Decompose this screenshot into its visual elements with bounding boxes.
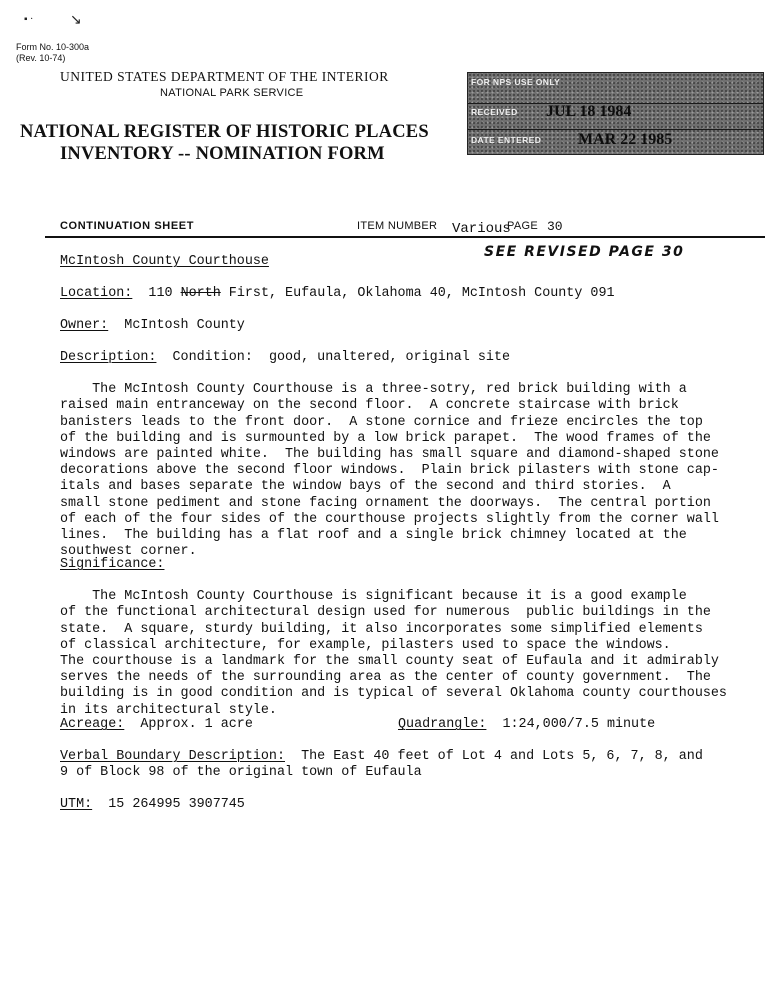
page-number: 30 <box>547 219 563 234</box>
form-title <box>20 121 429 165</box>
significance-line: serves the needs of the surrounding area as the center of county government. The <box>60 670 711 686</box>
acreage-label: Acreage: <box>60 717 125 732</box>
continuation-sheet-label: CONTINUATION SHEET <box>60 220 195 232</box>
description-line: of the building and is surmounted by a low brick parapet. The wood frames of the <box>60 430 711 446</box>
location-line <box>60 286 615 301</box>
utm-label: UTM: <box>60 797 93 812</box>
significance-line: state. A square, sturdy building, it also incorporates some simplified elements <box>60 621 703 637</box>
description-line: decorations above the second floor windows. Plain brick pilasters with stone cap- <box>60 463 719 479</box>
nps-use-stamp <box>467 72 764 155</box>
boundary-line1 <box>60 749 703 764</box>
description-line: small stone pediment and stone facing ornament the doorways. The central portion <box>60 495 711 511</box>
scan-mark-arrow: ↘ <box>70 13 82 28</box>
significance-label: Significance: <box>60 557 165 572</box>
description-line: of each of the four sides of the courthouse projects slightly from the corner wall <box>60 511 719 527</box>
description-line: banisters leads to the front door. A stone cornice and frieze encircles the top <box>60 414 703 430</box>
header-rule <box>45 236 765 238</box>
description-text <box>60 366 740 560</box>
handwritten-revision-note: SEE REVISED PAGE 30 <box>484 244 685 260</box>
significance-line: in its architectural style. <box>60 702 277 718</box>
description-line: raised main entranceway on the second floor. A concrete staircase with brick <box>60 398 679 414</box>
acreage-line <box>60 717 253 732</box>
department-heading: UNITED STATES DEPARTMENT OF THE INTERIOR <box>60 69 389 84</box>
boundary-text-2: 9 of Block 98 of the original town of Eufaula <box>60 765 422 780</box>
form-title-line2: INVENTORY -- NOMINATION FORM <box>60 144 385 164</box>
scan-mark: ▪ · <box>24 14 34 25</box>
significance-text <box>60 573 740 719</box>
form-revision: (Rev. 10-74) <box>16 53 66 63</box>
stamp-received-date: JUL 18 1984 <box>546 103 632 120</box>
description-line: southwest corner. <box>60 544 197 560</box>
boundary-text-1: The East 40 feet of Lot 4 and Lots 5, 6, 7, 8, and <box>301 749 703 764</box>
quadrangle-value: 1:24,000/7.5 minute <box>502 717 656 732</box>
location-address: First, Eufaula, Oklahoma 40, McIntosh County 091 <box>228 286 615 301</box>
form-number <box>16 42 89 64</box>
description-label: Description: <box>60 350 157 365</box>
owner-label: Owner: <box>60 318 109 333</box>
stamp-date-entered-label: DATE ENTERED <box>471 135 542 145</box>
form-title-line1: NATIONAL REGISTER OF HISTORIC PLACES <box>20 122 429 142</box>
location-number: 110 <box>148 286 173 301</box>
item-number-label: ITEM NUMBER <box>357 220 438 232</box>
boundary-label: Verbal Boundary Description: <box>60 749 285 764</box>
location-label: Location: <box>60 286 133 301</box>
significance-line: The McIntosh County Courthouse is significant because it is a good example <box>60 589 687 605</box>
utm-value: 15 264995 3907745 <box>108 797 245 812</box>
item-number-value: Various <box>452 221 511 237</box>
page-label: PAGE <box>507 220 538 232</box>
stamp-for-nps-use-only: FOR NPS USE ONLY <box>471 77 561 87</box>
description-heading <box>60 350 510 365</box>
significance-line: building is in good condition and is typical of several Oklahoma county courthouses <box>60 686 727 702</box>
property-name: McIntosh County Courthouse <box>60 254 269 269</box>
acreage-value: Approx. 1 acre <box>140 717 253 732</box>
quadrangle-label: Quadrangle: <box>398 717 487 732</box>
significance-line: of classical architecture, for example, pilasters used to space the windows. <box>60 637 671 653</box>
description-line: lines. The building has a flat roof and a single brick chimney located at the <box>60 528 687 544</box>
service-heading: NATIONAL PARK SERVICE <box>160 87 304 99</box>
owner-line <box>60 318 245 333</box>
stamp-divider <box>468 129 763 130</box>
form-number-text: Form No. 10-300a <box>16 42 90 52</box>
location-struck-word: North <box>180 286 221 301</box>
stamp-date-entered-value: MAR 22 1985 <box>578 131 673 148</box>
significance-line: The courthouse is a landmark for the small county seat of Eufaula and it admirably <box>60 654 719 670</box>
quadrangle-line <box>398 717 655 732</box>
owner-value: McIntosh County <box>124 318 245 333</box>
description-condition: Condition: good, unaltered, original site <box>172 350 511 365</box>
stamp-received-label: RECEIVED <box>471 107 518 117</box>
significance-line: of the functional architectural design used for numerous public buildings in the <box>60 605 711 621</box>
description-line: The McIntosh County Courthouse is a three-sotry, red brick building with a <box>60 382 687 398</box>
description-line: windows are painted white. The building has small square and diamond-shaped stone <box>60 447 719 463</box>
description-line: itals and bases separate the window bays of the second and third stories. A <box>60 479 671 495</box>
utm-line <box>60 797 245 812</box>
